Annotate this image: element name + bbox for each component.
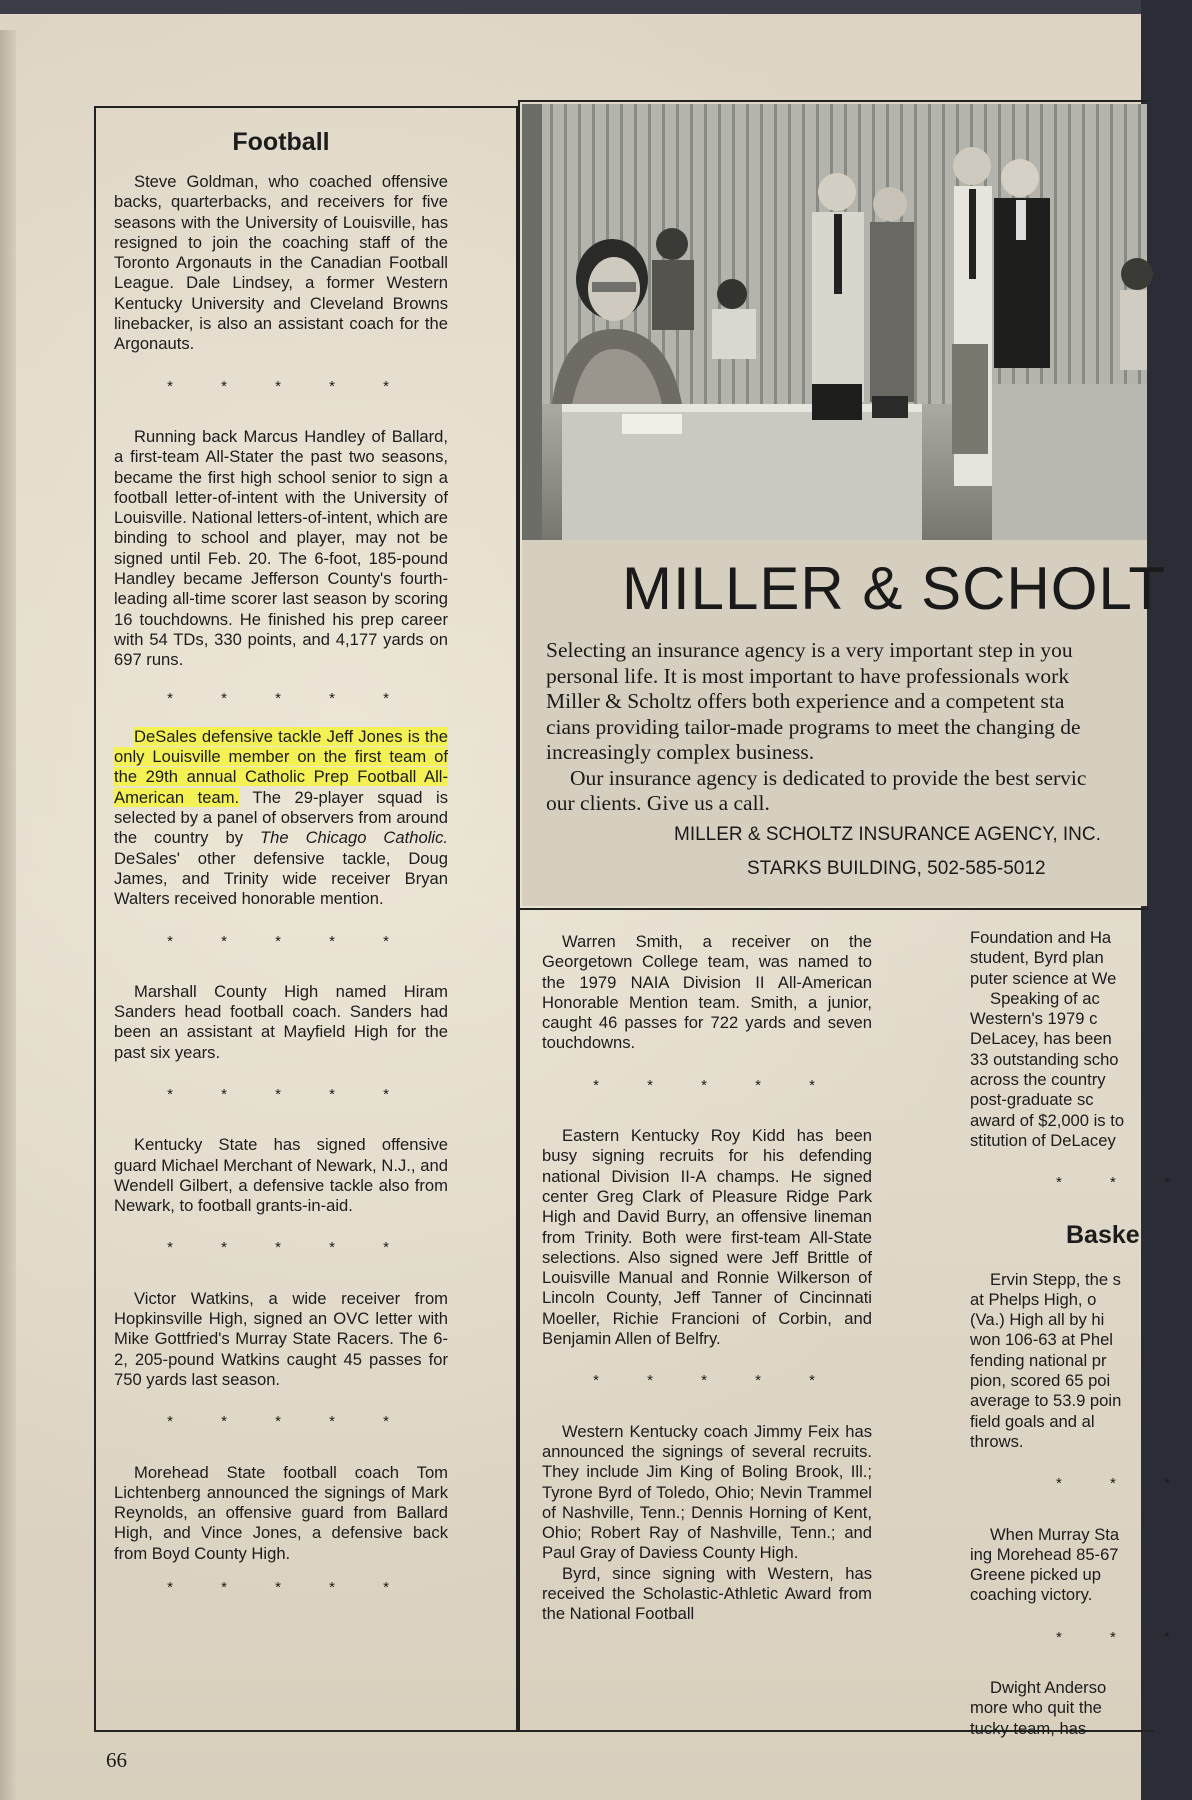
right-article-murray bbox=[970, 1525, 1141, 1606]
right-article-byrd-cont bbox=[970, 928, 1141, 1151]
separator-stars: * * * bbox=[1056, 1174, 1192, 1192]
article-roy-kidd: Eastern Kentucky Roy Kidd has been busy signing recruits for his defending national Division II-A champs. He signed center Greg Clark of Pleasure Ridge Park High and David Burry, an offensive lineman from Trinity. Both were first-team All-State selections. Also signed were Jeff Brittle of Louisville Manual and Ronnie Wilkerson of Lincoln County, Jeff Tanner of Cincinnati Moeller, Richie Francioni of Corbin, and Benjamin Allen of Belfry. bbox=[542, 1126, 872, 1349]
right-column-clipped bbox=[970, 928, 1192, 1738]
text-line: ing Morehead 85-67 bbox=[970, 1544, 1119, 1564]
text-line: coaching victory. bbox=[970, 1585, 1093, 1605]
left-column bbox=[114, 126, 448, 1598]
scan-top-edge bbox=[0, 0, 1141, 14]
text-line: post-graduate sc bbox=[970, 1090, 1094, 1110]
text-line: Western's 1979 c bbox=[970, 1009, 1098, 1029]
ad-address-phone: STARKS BUILDING, 502-585-5012 bbox=[747, 858, 1046, 879]
page-number: 66 bbox=[106, 1748, 127, 1772]
section-heading-football: Football bbox=[232, 128, 330, 156]
ad-body-line: Our insurance agency is dedicated to provide the best servic bbox=[570, 765, 1087, 790]
text-line: average to 53.9 poin bbox=[970, 1391, 1122, 1411]
right-article-anderson bbox=[970, 1678, 1141, 1739]
text-line: (Va.) High all by hi bbox=[970, 1310, 1105, 1330]
separator-stars: * * * bbox=[1056, 1475, 1192, 1493]
ad-body-line: Miller & Scholtz offers both experience and a competent sta bbox=[546, 689, 1065, 713]
text-line: 33 outstanding scho bbox=[970, 1049, 1119, 1069]
separator-stars: * * * * * bbox=[167, 1579, 411, 1597]
text-line: field goals and al bbox=[970, 1411, 1095, 1431]
text-line: at Phelps High, o bbox=[970, 1289, 1097, 1309]
text-line: pion, scored 65 poi bbox=[970, 1371, 1111, 1391]
ad-body bbox=[546, 638, 1186, 817]
text-line: Foundation and Ha bbox=[970, 928, 1112, 947]
ad-body-line: cians providing tailor-made programs to meet the changing de bbox=[546, 714, 1081, 739]
text-line: stitution of DeLacey bbox=[970, 1130, 1116, 1150]
right-article-stepp bbox=[970, 1270, 1141, 1453]
separator-stars: * * * * * bbox=[593, 1372, 837, 1390]
text-line: across the country bbox=[970, 1070, 1106, 1090]
separator-stars: * * * * * bbox=[167, 1085, 411, 1103]
ad-body-line: our clients. Give us a call. bbox=[546, 791, 770, 815]
ad-body-line: Selecting an insurance agency is a very important step in you bbox=[546, 638, 1073, 662]
column-divider bbox=[518, 906, 520, 1732]
desales-text-part1: The 29-player squad is selected by a panel of observers from around the country by bbox=[114, 787, 448, 848]
office-staff-photo bbox=[522, 104, 1147, 540]
text-line: award of $2,000 is to bbox=[970, 1110, 1125, 1130]
text-line: tucky team, has bbox=[970, 1718, 1087, 1738]
text-line: Speaking of ac bbox=[990, 988, 1100, 1008]
separator-stars: * * * bbox=[1056, 1628, 1192, 1646]
article-morehead: Morehead State football coach Tom Lichtenberg announced the signings of Mark Reynolds, an offensive guard from Ballard High, and Vince Jones, a defensive back from Boyd County High. bbox=[114, 1462, 448, 1563]
article-handley: Running back Marcus Handley of Ballard, a first-team All-Stater the past two seasons, became the first high school senior to sign a football letter-of-intent with the University of Louisville. National letters-of-intent, which are binding to school and player, may not be signed until Feb. 20. The 6-foot, 185-pound Handley became Jefferson County's fourth-leading all-time scorer last season by scoring 16 touchdowns. He finished his prep career with 54 TDs, 330 points, and 4,177 yards on 697 runs. bbox=[114, 426, 448, 670]
separator-stars: * * * * * bbox=[593, 1076, 837, 1094]
separator-stars: * * * * * bbox=[167, 932, 411, 950]
article-goldman: Steve Goldman, who coached offensive backs, quarterbacks, and receivers for five seasons with the University of Louisville, has resigned to join the coaching staff of the Toronto Argonauts in the Canadian Football League. Dale Lindsey, a former Western Kentucky University and Cleveland Browns linebacker, is also an assistant coach for the Argonauts. bbox=[114, 172, 448, 354]
text-line: more who quit the bbox=[970, 1698, 1102, 1718]
article-watkins: Victor Watkins, a wide receiver from Hopkinsville High, signed an OVC letter with Mike Gottfried's Murray State Racers. The 6-2, 205-pound Watkins caught 45 passes for 750 yards last season. bbox=[114, 1288, 448, 1389]
article-desales bbox=[114, 727, 448, 910]
article-sanders: Marshall County High named Hiram Sanders head football coach. Sanders had been an assistant at Mayfield High for the past six years. bbox=[114, 981, 448, 1062]
photo-illustration bbox=[522, 104, 1147, 540]
text-line: fending national pr bbox=[970, 1350, 1107, 1370]
article-byrd: Byrd, since signing with Western, has received the Scholastic-Athletic Award from the National Football bbox=[542, 1563, 872, 1624]
middle-column bbox=[542, 932, 872, 1625]
text-line: Ervin Stepp, the s bbox=[990, 1269, 1121, 1289]
text-line: won 106-63 at Phel bbox=[970, 1330, 1113, 1350]
desales-text-part2: DeSales' other defensive tackle, Doug James, and Trinity wide receiver Bryan Walters received honorable mention. bbox=[114, 848, 448, 909]
ad-agency-name: MILLER & SCHOLTZ INSURANCE AGENCY, INC. bbox=[674, 824, 1101, 845]
separator-stars: * * * * * bbox=[167, 689, 411, 707]
text-line: throws. bbox=[970, 1431, 1024, 1451]
text-line: When Murray Sta bbox=[990, 1524, 1120, 1544]
article-kentucky-state: Kentucky State has signed offensive guard Michael Merchant of Newark, N.J., and Wendell Gilbert, a defensive tackle also from Newark, to football grants-in-aid. bbox=[114, 1135, 448, 1216]
separator-stars: * * * * * bbox=[167, 1239, 411, 1257]
publication-name: The Chicago Catholic. bbox=[259, 828, 448, 848]
separator-stars: * * * * * bbox=[167, 1413, 411, 1431]
text-line: student, Byrd plan bbox=[970, 948, 1104, 968]
ad-body-line: personal life. It is most important to have professionals work bbox=[546, 663, 1070, 688]
section-heading-basketball: Baske bbox=[1066, 1220, 1140, 1249]
ad-body-line: increasingly complex business. bbox=[546, 740, 815, 764]
article-jimmy-feix: Western Kentucky coach Jimmy Feix has announced the signings of several recruits. They include Jim King of Boling Brook, Ill.; Tyrone Byrd of Toledo, Ohio; Nevin Trammel of Nashville, Tenn.; Dennis Horning of Kent, Ohio; Robert Ray of Nashville, Tenn.; and Paul Gray of Daviess County High. bbox=[542, 1421, 872, 1563]
text-line: puter science at We bbox=[970, 968, 1117, 988]
text-line: Greene picked up bbox=[970, 1565, 1101, 1585]
ad-title: MILLER & SCHOLT bbox=[622, 555, 1167, 622]
highlighted-text: DeSales defensive tackle Jeff Jones is the only Louisville member on the first team of the 29th annual Catholic Prep Football All-American team. bbox=[114, 726, 448, 807]
page-binding-fold bbox=[0, 30, 16, 1800]
insurance-advertisement bbox=[522, 540, 1167, 906]
separator-stars: * * * * * bbox=[167, 377, 411, 395]
text-line: Dwight Anderso bbox=[990, 1678, 1107, 1698]
article-warren-smith: Warren Smith, a receiver on the Georgetown College team, was named to the 1979 NAIA Division II All-American Honorable Mention team. Smith, a junior, caught 46 passes for 722 yards and seven touchdowns. bbox=[542, 932, 872, 1053]
text-line: DeLacey, has been bbox=[970, 1029, 1112, 1049]
